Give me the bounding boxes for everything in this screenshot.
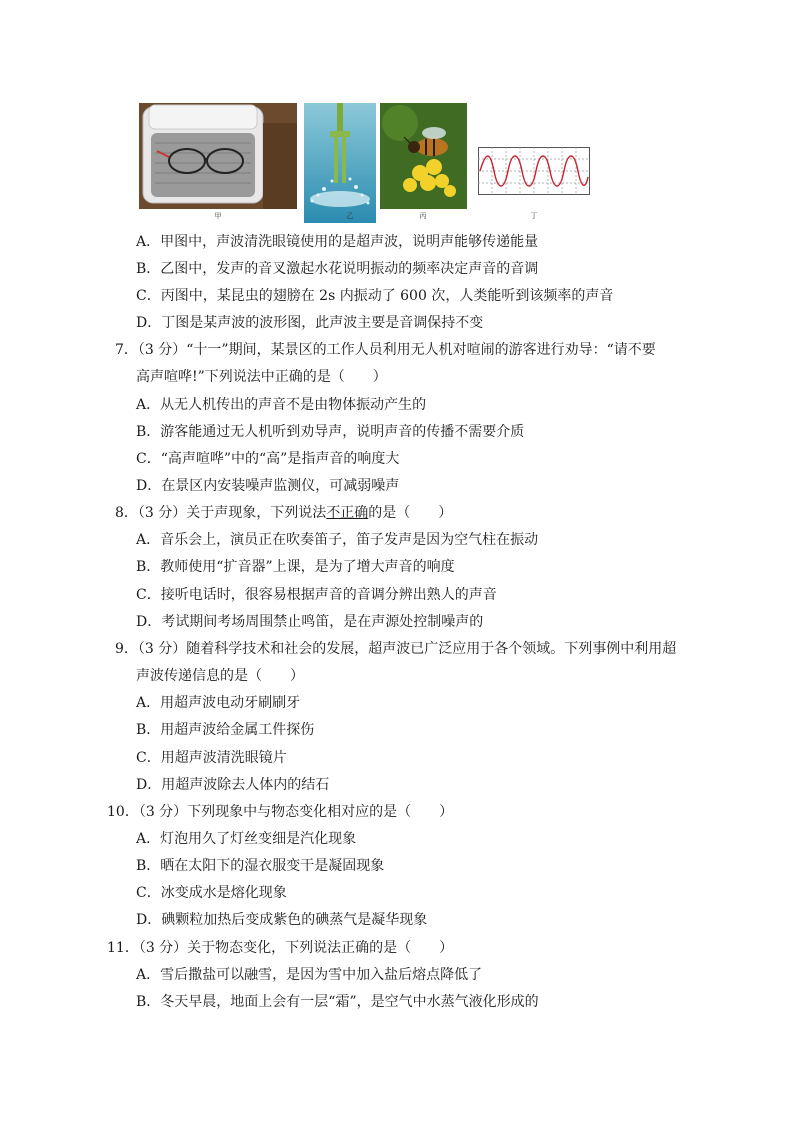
q6-option-d: D．丁图是某声波的波形图，此声波主要是音调保持不变 bbox=[136, 315, 484, 331]
q7-stem-line2: 高声喧哗!”下列说法中正确的是（ ） bbox=[136, 369, 387, 385]
q9-option-d: D．用超声波除去人体内的结石 bbox=[136, 777, 330, 793]
q7-stem-line1: 7．（3 分）“十一”期间，某景区的工作人员利用无人机对喧闹的游客进行劝导：“请不要 bbox=[115, 342, 656, 358]
q9-option-c: C．用超声波清洗眼镜片 bbox=[136, 750, 287, 766]
q9-option-b: B．用超声波给金属工件探伤 bbox=[136, 722, 315, 738]
q11-stem: 11．（3 分）关于物态变化，下列说法正确的是（ ） bbox=[107, 940, 454, 956]
q10-option-b: B．晒在太阳下的湿衣服变干是凝固现象 bbox=[136, 858, 385, 874]
q6-option-c: C．丙图中，某昆虫的翅膀在 2s 内振动了 600 次，人类能听到该频率的声音 bbox=[136, 288, 614, 304]
q10-option-c: C．冰变成水是熔化现象 bbox=[136, 885, 287, 901]
q7-option-b: B．游客能通过无人机听到劝导声，说明声音的传播不需要介质 bbox=[136, 424, 525, 440]
figure-caption-ding: 丁 bbox=[530, 212, 538, 220]
q9-stem-line2: 声波传递信息的是（ ） bbox=[136, 668, 304, 684]
q6-option-a: A．甲图中，声波清洗眼镜使用的是超声波，说明声能够传递能量 bbox=[136, 234, 539, 250]
q7-option-a: A．从无人机传出的声音不是由物体振动产生的 bbox=[136, 397, 427, 413]
figure-caption-bing: 丙 bbox=[419, 212, 427, 220]
q8-option-c: C．接听电话时，很容易根据声音的音调分辨出熟人的声音 bbox=[136, 587, 497, 603]
q10-stem: 10．（3 分）下列现象中与物态变化相对应的是（ ） bbox=[107, 804, 454, 820]
q8-option-b: B．教师使用“扩音器”上课，是为了增大声音的响度 bbox=[136, 559, 455, 575]
tuning-fork-water-icon bbox=[304, 103, 376, 223]
q8-stem-pre: 8．（3 分）关于声现象，下列说法 bbox=[115, 505, 327, 521]
figure-caption-jia: 甲 bbox=[214, 212, 222, 220]
q11-option-b: B．冬天早晨，地面上会有一层“霜”，是空气中水蒸气液化形成的 bbox=[136, 994, 539, 1010]
q8-option-a: A．音乐会上，演员正在吹奏笛子，笛子发声是因为空气柱在振动 bbox=[136, 532, 539, 548]
q9-stem-line1: 9．（3 分）随着科学技术和社会的发展，超声波已广泛应用于各个领域。下列事例中利用超 bbox=[115, 641, 677, 657]
q10-option-d: D．碘颗粒加热后变成紫色的碘蒸气是凝华现象 bbox=[136, 912, 428, 928]
q9-option-a: A．用超声波电动牙刷刷牙 bbox=[136, 695, 301, 711]
q11-option-a: A．雪后撒盐可以融雪，是因为雪中加入盐后熔点降低了 bbox=[136, 967, 483, 983]
q8-option-d: D．考试期间考场周围禁止鸣笛，是在声源处控制噪声的 bbox=[136, 614, 484, 630]
q8-stem-post: 的是（ ） bbox=[368, 505, 453, 521]
figure-caption-yi: 乙 bbox=[346, 212, 354, 220]
q8-stem-emphasis: 不正确 bbox=[326, 505, 369, 521]
q10-option-a: A．灯泡用久了灯丝变细是汽化现象 bbox=[136, 831, 357, 847]
sound-waveform-icon bbox=[478, 147, 590, 195]
q7-option-c: C．“高声喧哗”中的“高”是指声音的响度大 bbox=[136, 451, 400, 467]
q6-option-b: B．乙图中，发声的音叉激起水花说明振动的频率决定声音的音调 bbox=[136, 261, 539, 277]
q8-stem bbox=[115, 505, 452, 521]
q7-option-d: D．在景区内安装噪声监测仪，可减弱噪声 bbox=[136, 478, 400, 494]
bee-on-flower-icon bbox=[380, 103, 467, 209]
glasses-cleaner-icon bbox=[139, 103, 297, 209]
